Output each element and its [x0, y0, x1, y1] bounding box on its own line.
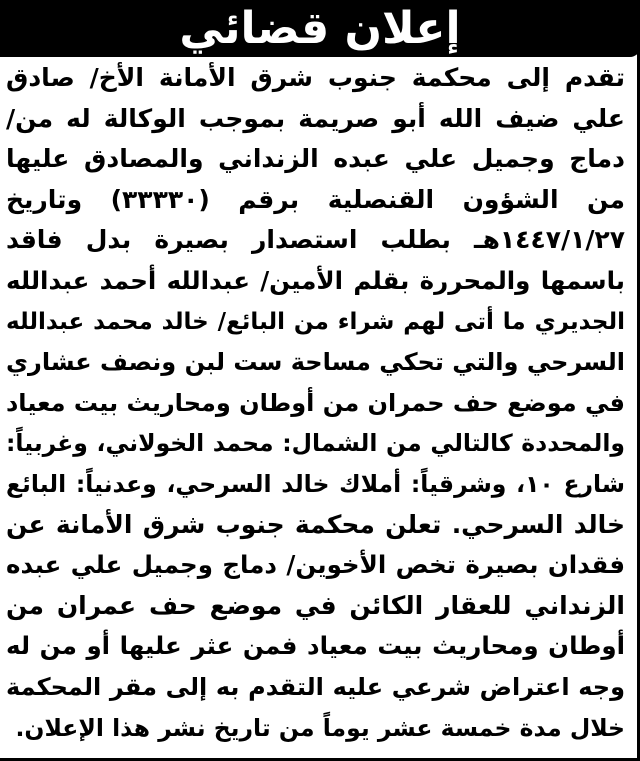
- notice-line: خلال مدة خمسة عشر يوماً من تاريخ نشر هذا الإعلان.: [15, 713, 625, 742]
- notice-line: شارع ١٠، وشرقياً: أملاك خالد السرحي، وعدنياً: البائع: [6, 469, 625, 498]
- notice-line: تقدم إلى محكمة جنوب شرق الأمانة الأخ/ صادق: [6, 63, 625, 92]
- notice-line: خالد السرحي. تعلن محكمة جنوب شرق الأمانة عن: [6, 509, 625, 539]
- notice-line: باسمها والمحررة بقلم الأمين/ عبدالله أحمد عبدالله: [6, 265, 625, 295]
- notice-line: فقدان بصيرة تخص الأخوين/ دماج وجميل علي عبده: [6, 550, 625, 580]
- notice-header: [0, 0, 640, 57]
- notice-line: السرحي والتي تحكي مساحة ست لبن ونصف عشاري: [6, 348, 625, 377]
- notice-line: في موضع حف حمران من أوطان ومحاريث بيت معياد: [6, 388, 625, 417]
- notice-line: الزنداني للعقار الكائن في موضع حف عمران من: [6, 590, 625, 620]
- notice-body: [6, 58, 625, 748]
- notice-line: ١٤٤٧/١/٢٧هـ بطلب استصدار بصيرة بدل فاقد: [6, 225, 625, 255]
- notice-line: دماج وجميل علي عبده الزنداني والمصادق عليها: [6, 144, 625, 174]
- notice-line: علي ضيف الله أبو صريمة بموجب الوكالة له من/: [6, 103, 625, 133]
- notice-line: والمحددة كالتالي من الشمال: محمد الخولاني، وغربياً:: [6, 429, 625, 458]
- notice-line: من الشؤون القنصلية برقم (٣٣٣٣٠) وتاريخ: [6, 184, 625, 214]
- notice-line: الجديري ما أتى لهم شراء من البائع/ خالد محمد عبدالله: [6, 308, 625, 335]
- notice-title: إعلان قضائي: [179, 3, 461, 54]
- notice-line: أوطان ومحاريث بيت معياد فمن عثر عليها أو من له: [6, 631, 625, 661]
- notice-line: وجه اعتراض شرعي عليه التقدم به إلى مقر المحكمة: [6, 672, 625, 701]
